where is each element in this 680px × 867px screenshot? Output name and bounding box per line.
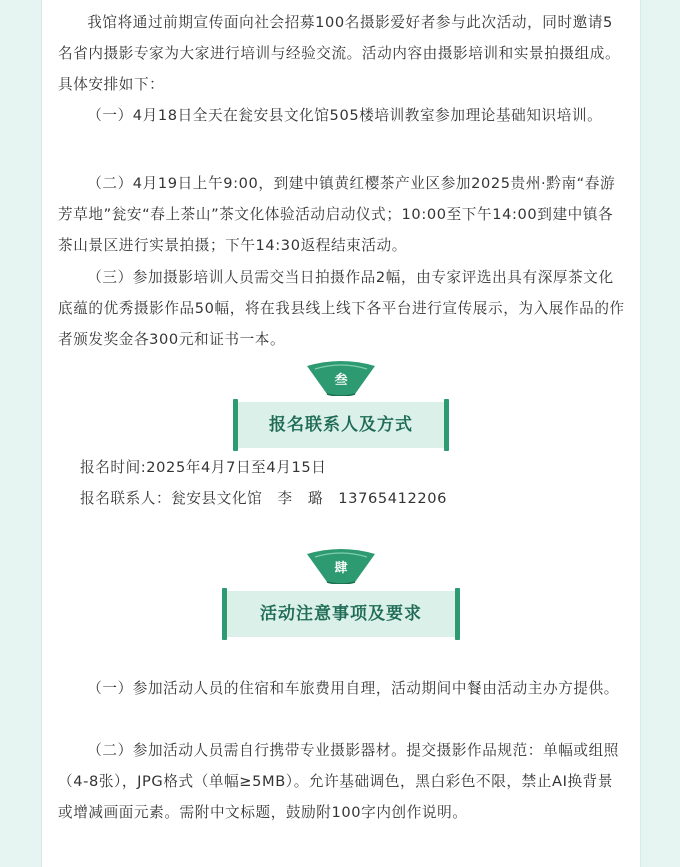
- section-4-banner: [222, 591, 460, 637]
- section-3-banner: [233, 402, 449, 448]
- schedule-item-3: （三）参加摄影培训人员需交当日拍摄作品2幅，由专家评选出具有深厚茶文化底蕴的优秀摄影作品50幅，将在我县线上线下各平台进行宣传展示，为入展作品的作者颁发奖金各300元和证书一本。: [58, 269, 625, 348]
- section-3-badge: [305, 360, 377, 396]
- intro-paragraph: 我馆将通过前期宣传面向社会招募100名摄影爱好者参与此次活动，同时邀请5名省内摄影专家为大家进行培训与经验交流。活动内容由摄影培训和实景拍摄组成。具体安排如下：: [58, 14, 621, 93]
- section-4-title: 活动注意事项及要求: [260, 604, 422, 624]
- section-4-badge-char: 肆: [334, 561, 348, 576]
- registration-time: 报名时间:2025年4月7日至4月15日: [80, 459, 327, 476]
- section-3-badge-char: 叁: [334, 373, 348, 388]
- section-4-badge: [305, 548, 377, 584]
- requirement-item-1: （一）参加活动人员的住宿和车旅费用自理，活动期间中餐由活动主办方提供。: [87, 680, 619, 697]
- requirement-item-2: （二）参加活动人员需自行携带专业摄影器材。提交摄影作品规范：单幅或组照（4-8张），JPG格式（单幅≥5MB）。允许基础调色，黑白彩色不限，禁止AI换背景或增减画面元素。需附中文标题，鼓励附100字内创作说明。: [58, 742, 619, 821]
- article-card: [41, 0, 641, 867]
- section-3-title: 报名联系人及方式: [269, 415, 413, 435]
- schedule-item-1: （一）4月18日全天在瓮安县文化馆505楼培训教室参加理论基础知识培训。: [87, 107, 603, 124]
- schedule-item-2: （二）4月19日上午9:00，到建中镇黄红樱茶产业区参加2025贵州·黔南“春游芳草地”瓮安“春上茶山”茶文化体验活动启动仪式；10:00至下午14:00到建中镇各茶山景区进行实景拍摄；下午14:30返程结束活动。: [58, 175, 616, 254]
- registration-contact: 报名联系人：瓮安县文化馆 李 璐 13765412206: [80, 490, 448, 507]
